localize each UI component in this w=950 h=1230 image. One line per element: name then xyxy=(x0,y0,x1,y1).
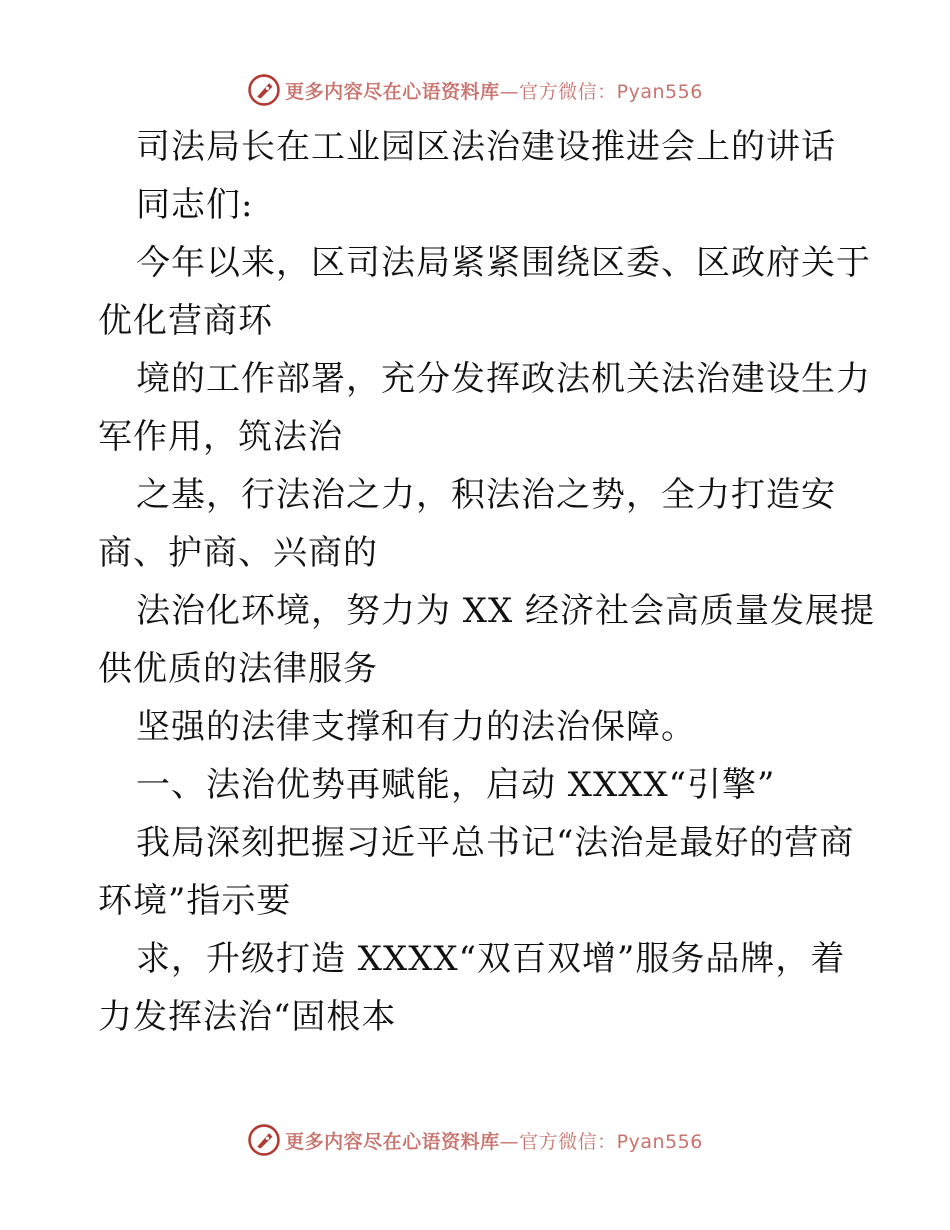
text-line: 之基，行法治之力，积法治之势，全力打造安 xyxy=(136,475,836,515)
text-line: 司法局长在工业园区法治建设推进会上的讲话 xyxy=(136,127,836,167)
pen-nib-logo-icon xyxy=(247,1123,281,1157)
text-line: 商、护商、兴商的 xyxy=(98,533,378,573)
text-line: 优化营商环 xyxy=(98,301,273,341)
text-line: 军作用，筑法治 xyxy=(98,417,343,457)
header-watermark xyxy=(0,70,950,110)
text-line: 今年以来，区司法局紧紧围绕区委、区政府关于 xyxy=(136,243,871,283)
watermark-text: 更多内容尽在心语资料库—官方微信：Pyan556 xyxy=(285,80,703,103)
text-line: 我局深刻把握习近平总书记“法治是最好的营商 xyxy=(136,823,855,863)
text-line: 环境”指示要 xyxy=(98,881,292,921)
footer-watermark xyxy=(0,1120,950,1160)
text-line: 力发挥法治“固根本 xyxy=(98,997,397,1037)
text-line: 境的工作部署，充分发挥政法机关法治建设生力 xyxy=(136,359,871,399)
watermark-text: 更多内容尽在心语资料库—官方微信：Pyan556 xyxy=(285,1130,703,1153)
text-line: 同志们: xyxy=(136,185,254,225)
pen-nib-logo-icon xyxy=(247,73,281,107)
text-line: 一、法治优势再赋能，启动 XXXX“引擎” xyxy=(136,765,776,805)
text-line: 供优质的法律服务 xyxy=(98,649,378,689)
document-body xyxy=(98,118,876,1046)
text-line: 法治化环境，努力为 XX 经济社会高质量发展提 xyxy=(136,591,876,631)
text-line: 坚强的法律支撑和有力的法治保障。 xyxy=(136,707,696,747)
text-line: 求，升级打造 XXXX“双百双增”服务品牌，着 xyxy=(136,939,846,979)
